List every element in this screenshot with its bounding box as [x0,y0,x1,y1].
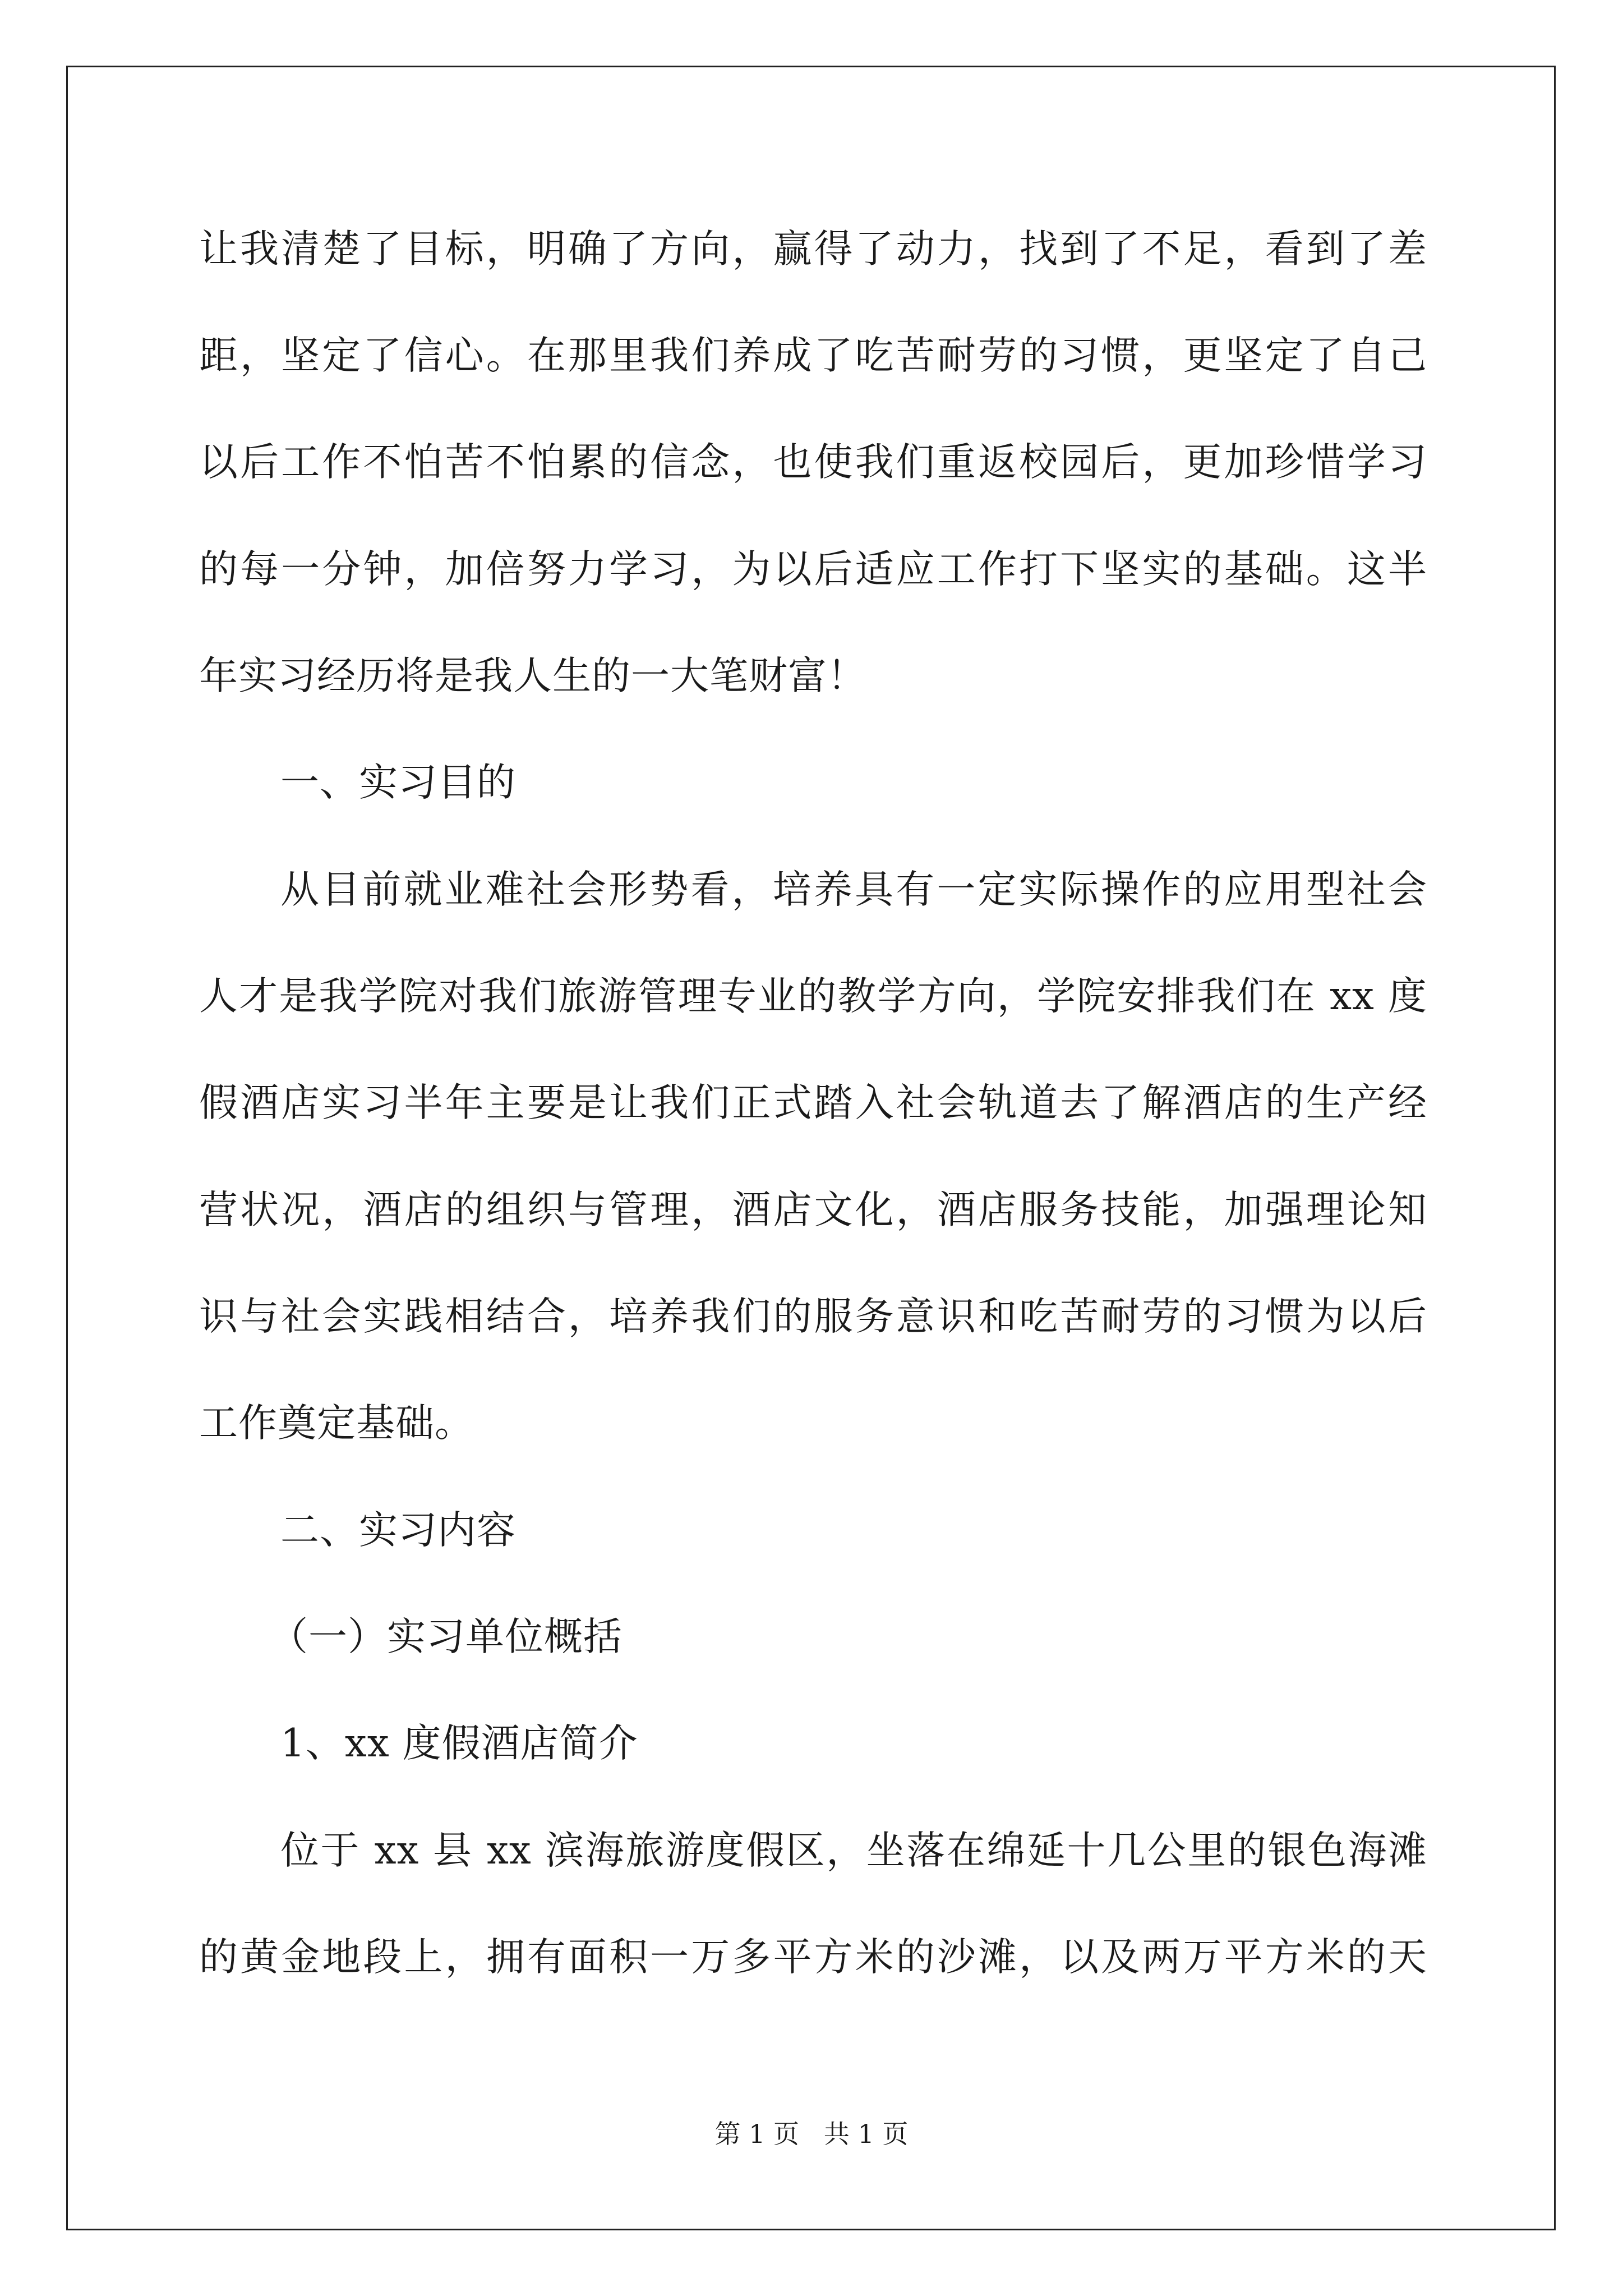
text-line: 营状况，酒店的组织与管理，酒店文化，酒店服务技能，加强理论知 [199,1188,1427,1232]
text-line: 的每一分钟，加倍努力学习，为以后适应工作打下坚实的基础。这半 [199,547,1427,592]
text-line: 距，坚定了信心。在那里我们养成了吃苦耐劳的习惯，更坚定了自己 [199,333,1427,378]
text-line: 让我清楚了目标，明确了方向，赢得了动力，找到了不足，看到了差 [199,227,1427,272]
text-line: 以后工作不怕苦不怕累的信念，也使我们重返校园后，更加珍惜学习 [199,440,1427,485]
paragraph-first-line: 从目前就业难社会形势看，培养具有一定实际操作的应用型社会 [280,867,1427,912]
page-footer: 第 1 页 共 1 页 [714,2119,909,2149]
item-heading: 1、xx 度假酒店简介 [280,1721,638,1766]
section-heading: 一、实习目的 [280,760,516,805]
section-heading: 二、实习内容 [280,1508,516,1553]
subsection-heading: （一）实习单位概括 [269,1614,623,1659]
text-line: 年实习经历将是我人生的一大笔财富！ [199,654,866,698]
page-border [66,66,1556,2230]
text-line: 人才是我学院对我们旅游管理专业的教学方向，学院安排我们在 xx 度 [199,974,1427,1019]
paragraph-first-line: 位于 xx 县 xx 滨海旅游度假区，坐落在绵延十几公里的银色海滩 [280,1828,1427,1873]
text-line: 假酒店实习半年主要是让我们正式踏入社会轨道去了解酒店的生产经 [199,1080,1427,1125]
text-line: 识与社会实践相结合，培养我们的服务意识和吃苦耐劳的习惯为以后 [199,1294,1427,1339]
text-line: 的黄金地段上，拥有面积一万多平方米的沙滩，以及两万平方米的天 [199,1935,1427,1980]
text-line: 工作奠定基础。 [199,1401,474,1446]
